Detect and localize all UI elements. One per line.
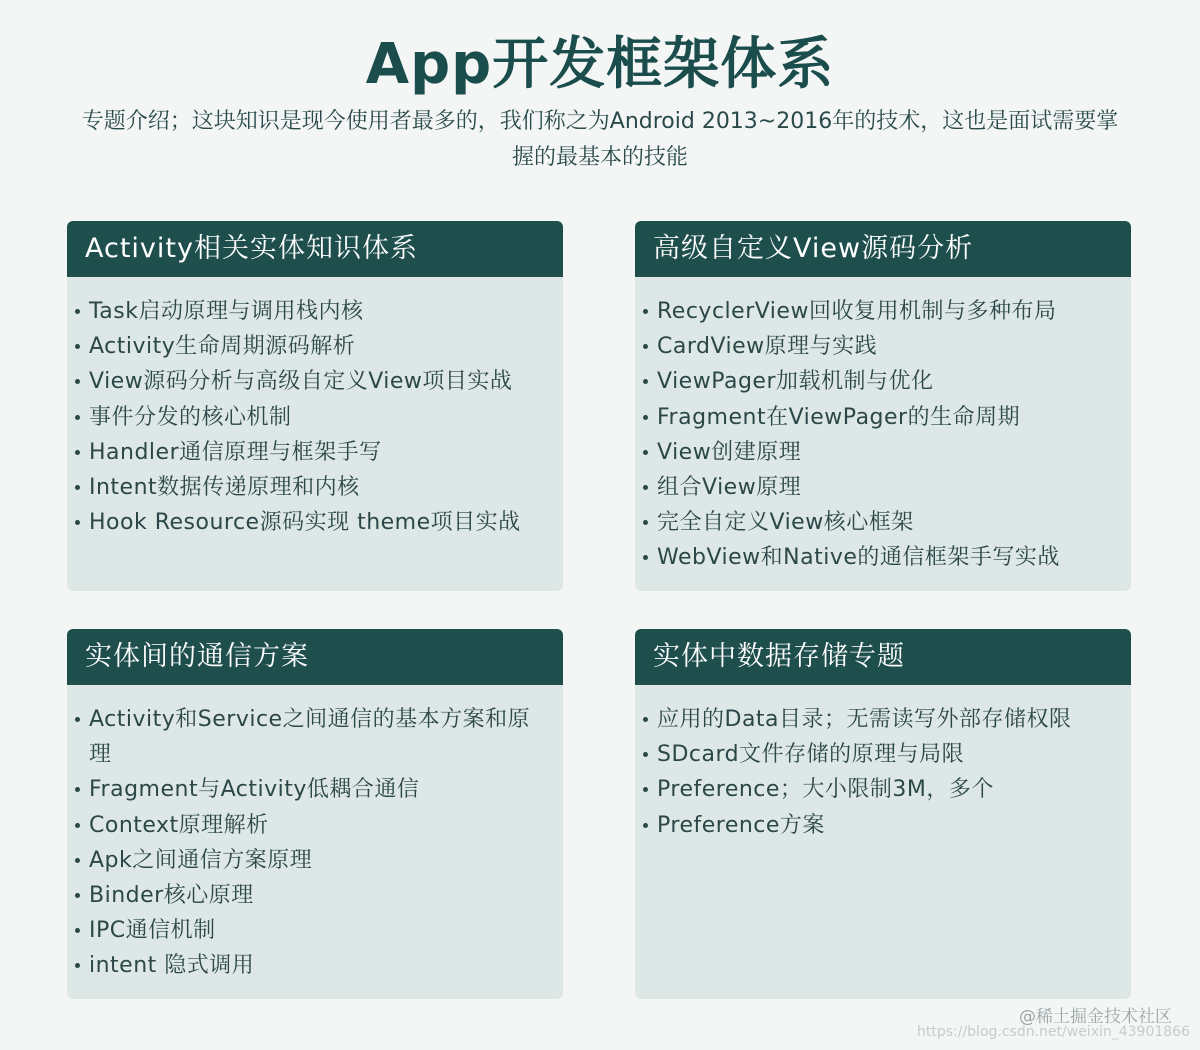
- list-item: Binder核心原理: [73, 878, 549, 913]
- list-item: 应用的Data目录；无需读写外部存储权限: [641, 702, 1117, 737]
- list-item: Task启动原理与调用栈内核: [73, 294, 549, 329]
- card-header: 实体中数据存储专题: [635, 629, 1131, 685]
- list-item: IPC通信机制: [73, 913, 549, 948]
- card-data-storage: [635, 629, 1131, 999]
- list-item: Context原理解析: [73, 808, 549, 843]
- list-item: CardView原理与实践: [641, 329, 1117, 364]
- page-title: App开发框架体系: [365, 32, 835, 97]
- card-header: 高级自定义View源码分析: [635, 221, 1131, 277]
- list-item: SDcard文件存储的原理与局限: [641, 737, 1117, 772]
- list-item: 事件分发的核心机制: [73, 400, 549, 435]
- list-item: 组合View原理: [641, 470, 1117, 505]
- list-item: 完全自定义View核心框架: [641, 505, 1117, 540]
- list-item: Handler通信原理与框架手写: [73, 435, 549, 470]
- list-item: Hook Resource源码实现 theme项目实战: [73, 505, 549, 540]
- list-item: ViewPager加载机制与优化: [641, 364, 1117, 399]
- watermark-url: https://blog.csdn.net/weixin_43901866: [916, 1024, 1190, 1040]
- card-custom-view: [635, 221, 1131, 591]
- watermark-brand: @稀土掘金技术社区: [1019, 1007, 1172, 1027]
- list-item: Preference方案: [641, 808, 1117, 843]
- topic-list: [635, 685, 1131, 843]
- topic-list: [67, 277, 563, 540]
- card-communication: [67, 629, 563, 999]
- list-item: Activity生命周期源码解析: [73, 329, 549, 364]
- topic-list: [67, 685, 563, 984]
- list-item: Activity和Service之间通信的基本方案和原理: [73, 702, 549, 772]
- list-item: RecyclerView回收复用机制与多种布局: [641, 294, 1117, 329]
- list-item: Fragment在ViewPager的生命周期: [641, 400, 1117, 435]
- intro-text: 专题介绍；这块知识是现今使用者最多的，我们称之为Android 2013~2016年的技术，这也是面试需要掌握的最基本的技能: [81, 109, 1119, 170]
- list-item: Intent数据传递原理和内核: [73, 470, 549, 505]
- list-item: intent 隐式调用: [73, 948, 549, 983]
- topic-list: [635, 277, 1131, 576]
- list-item: Fragment与Activity低耦合通信: [73, 772, 549, 807]
- card-activity-knowledge: [67, 221, 563, 591]
- card-header: Activity相关实体知识体系: [67, 221, 563, 277]
- card-header: 实体间的通信方案: [67, 629, 563, 685]
- list-item: Apk之间通信方案原理: [73, 843, 549, 878]
- list-item: View源码分析与高级自定义View项目实战: [73, 364, 549, 399]
- list-item: View创建原理: [641, 435, 1117, 470]
- list-item: WebView和Native的通信框架手写实战: [641, 540, 1117, 575]
- list-item: Preference；大小限制3M，多个: [641, 772, 1117, 807]
